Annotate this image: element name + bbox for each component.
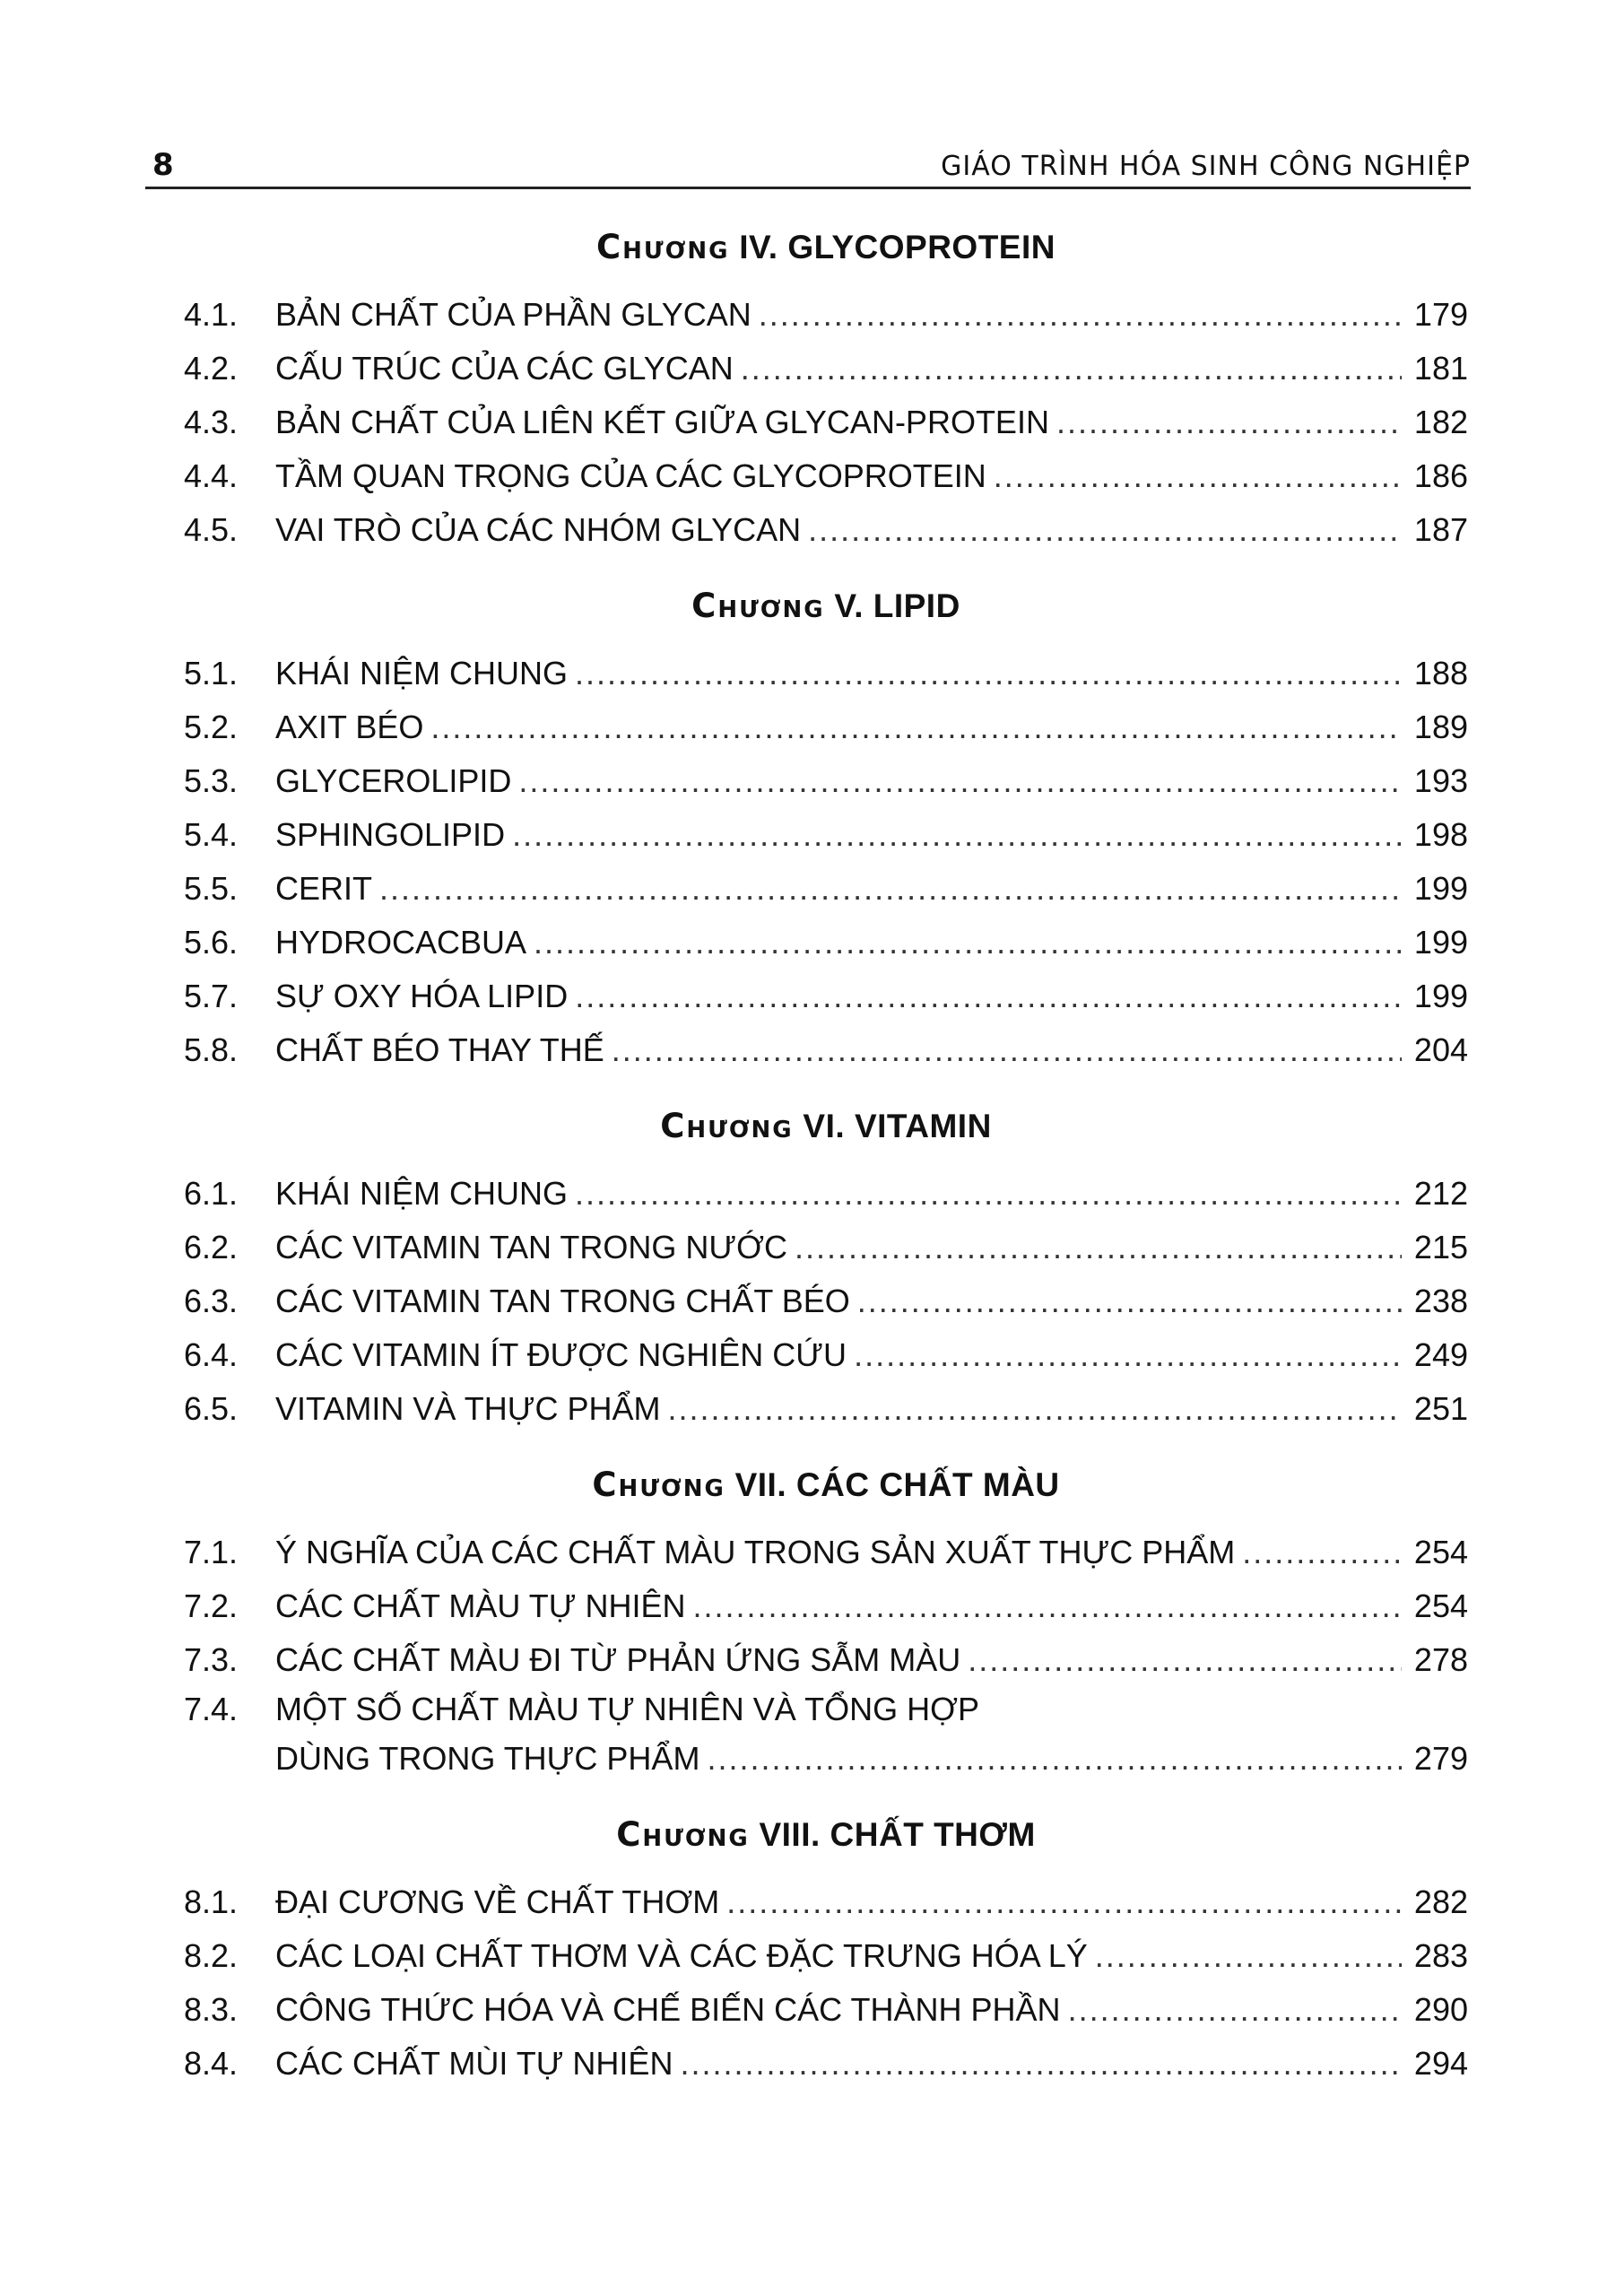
section-title: Ý NGHĨA CỦA CÁC CHẤT MÀU TRONG SẢN XUẤT THỰC PHẨM [275, 1534, 1236, 1570]
leader-dots [518, 754, 1402, 808]
page-ref: 181 [1413, 350, 1468, 387]
chapter-prefix: Chương [616, 1815, 750, 1854]
section-number: 5.1. [184, 655, 239, 691]
leader-dots [854, 1328, 1402, 1382]
toc-entry[interactable] [184, 1929, 1468, 1983]
section-number: 8.4. [184, 2045, 239, 2082]
toc-entry[interactable] [184, 1875, 1468, 1929]
toc-entry[interactable] [184, 808, 1468, 862]
page-ref: 193 [1413, 762, 1468, 799]
section-title: KHÁI NIỆM CHUNG [275, 1175, 569, 1212]
page-ref: 251 [1413, 1390, 1468, 1427]
leader-dots [680, 2037, 1402, 2091]
page-ref: 278 [1413, 1641, 1468, 1678]
page-ref: 290 [1413, 1991, 1468, 2028]
chapter-5 [184, 578, 1468, 1077]
toc-entry[interactable] [184, 1633, 1468, 1687]
chapter-name: IV. GLYCOPROTEIN [739, 229, 1056, 265]
toc-entry[interactable] [184, 862, 1468, 916]
toc-entry[interactable] [184, 970, 1468, 1023]
section-number: 6.2. [184, 1229, 239, 1265]
chapter-name: V. LIPID [834, 587, 960, 624]
chapter-title [184, 220, 1468, 275]
section-title: HYDROCACBUA [275, 924, 527, 961]
section-title: CÁC CHẤT MÀU TỰ NHIÊN [275, 1587, 686, 1624]
toc-entry[interactable] [184, 503, 1468, 557]
toc-entry[interactable] [184, 1221, 1468, 1274]
section-number: 5.7. [184, 978, 239, 1014]
leader-dots [692, 1579, 1402, 1633]
chapter-prefix: Chương [592, 1465, 725, 1504]
toc-entry[interactable] [184, 1328, 1468, 1382]
leader-dots [512, 808, 1402, 862]
page-ref: 212 [1413, 1175, 1468, 1212]
section-title: CERIT [275, 870, 372, 907]
section-title: BẢN CHẤT CỦA LIÊN KẾT GIỮA GLYCAN-PROTEIN [275, 404, 1049, 440]
section-number: 4.5. [184, 511, 239, 548]
leader-dots [575, 970, 1402, 1023]
section-number: 7.4. [184, 1691, 239, 1727]
section-number: 5.3. [184, 762, 239, 799]
page-ref: 199 [1413, 978, 1468, 1014]
toc-entry[interactable] [184, 1274, 1468, 1328]
toc-entry[interactable] [184, 342, 1468, 396]
section-title: SỰ OXY HÓA LIPID [275, 978, 569, 1014]
toc-entry[interactable] [184, 1579, 1468, 1633]
section-number: 5.2. [184, 709, 239, 745]
section-number: 4.2. [184, 350, 239, 387]
leader-dots [1056, 396, 1402, 449]
chapter-name: VIII. CHẤT THƠM [759, 1816, 1036, 1853]
section-number: 7.1. [184, 1534, 239, 1570]
leader-dots [741, 342, 1402, 396]
page-ref: 199 [1413, 870, 1468, 907]
section-title: ĐẠI CƯƠNG VỀ CHẤT THƠM [275, 1883, 720, 1920]
page-ref: 188 [1413, 655, 1468, 691]
chapter-title [184, 1807, 1468, 1863]
page-number: 8 [152, 147, 175, 183]
page-ref: 215 [1413, 1229, 1468, 1265]
section-number: 4.4. [184, 457, 239, 494]
leader-dots [726, 1875, 1402, 1929]
leader-dots [379, 862, 1402, 916]
leader-dots [667, 1382, 1402, 1436]
page-ref: 279 [1413, 1740, 1468, 1777]
section-number: 4.1. [184, 296, 239, 333]
page-ref: 204 [1413, 1031, 1468, 1068]
page-ref: 199 [1413, 924, 1468, 961]
page-ref: 186 [1413, 457, 1468, 494]
toc-entry[interactable] [184, 288, 1468, 342]
section-number: 4.3. [184, 404, 239, 440]
page-header [145, 144, 1471, 189]
toc-entry[interactable] [184, 1983, 1468, 2037]
toc-entry[interactable] [184, 1382, 1468, 1436]
leader-dots [1242, 1526, 1402, 1579]
section-title: VAI TRÒ CỦA CÁC NHÓM GLYCAN [275, 511, 802, 548]
page-ref: 182 [1413, 404, 1468, 440]
page-ref: 198 [1413, 816, 1468, 853]
leader-dots [430, 700, 1402, 754]
toc-entry[interactable] [184, 1167, 1468, 1221]
leader-dots [759, 288, 1402, 342]
toc-entry[interactable] [184, 449, 1468, 503]
leader-dots [994, 449, 1402, 503]
chapter-7 [184, 1457, 1468, 1786]
page-ref: 254 [1413, 1587, 1468, 1624]
toc-entry[interactable] [184, 754, 1468, 808]
chapter-6 [184, 1099, 1468, 1436]
section-title: CÔNG THỨC HÓA VÀ CHẾ BIẾN CÁC THÀNH PHẦN [275, 1991, 1061, 2028]
leader-dots [534, 916, 1402, 970]
section-title: CÁC CHẤT MÀU ĐI TỪ PHẢN ỨNG SẪM MÀU [275, 1641, 961, 1678]
page-ref: 283 [1413, 1937, 1468, 1974]
section-title: CÁC VITAMIN TAN TRONG NƯỚC [275, 1229, 787, 1265]
toc-entry[interactable] [184, 396, 1468, 449]
section-title: CÁC LOẠI CHẤT THƠM VÀ CÁC ĐẶC TRƯNG HÓA LÝ [275, 1937, 1088, 1974]
leader-dots [795, 1221, 1402, 1274]
page-ref: 282 [1413, 1883, 1468, 1920]
leader-dots [575, 1167, 1402, 1221]
chapter-prefix: Chương [691, 587, 825, 625]
section-number: 5.5. [184, 870, 239, 907]
page-ref: 254 [1413, 1534, 1468, 1570]
section-title: BẢN CHẤT CỦA PHẦN GLYCAN [275, 296, 752, 333]
chapter-title [184, 1457, 1468, 1513]
chapter-title [184, 1099, 1468, 1154]
toc-entry[interactable] [184, 700, 1468, 754]
table-of-contents [184, 220, 1468, 2112]
section-number: 7.2. [184, 1587, 239, 1624]
section-number: 6.1. [184, 1175, 239, 1212]
section-number: 6.3. [184, 1283, 239, 1319]
page-ref: 238 [1413, 1283, 1468, 1319]
chapter-name: VI. VITAMIN [803, 1108, 992, 1144]
section-title: CÁC VITAMIN TAN TRONG CHẤT BÉO [275, 1283, 850, 1319]
section-number: 7.3. [184, 1641, 239, 1678]
leader-dots [612, 1023, 1402, 1077]
section-title: CÁC CHẤT MÙI TỰ NHIÊN [275, 2045, 673, 2082]
page-ref: 179 [1413, 296, 1468, 333]
chapter-8 [184, 1807, 1468, 2091]
section-number: 5.6. [184, 924, 239, 961]
section-title: GLYCEROLIPID [275, 762, 512, 799]
chapter-name: VII. CÁC CHẤT MÀU [734, 1466, 1060, 1503]
section-number: 6.5. [184, 1390, 239, 1427]
chapter-4 [184, 220, 1468, 557]
section-number: 5.8. [184, 1031, 239, 1068]
section-title: KHÁI NIỆM CHUNG [275, 655, 569, 691]
toc-entry[interactable] [184, 2037, 1468, 2091]
leader-dots [575, 647, 1402, 700]
page-ref: 187 [1413, 511, 1468, 548]
toc-entry[interactable] [184, 1023, 1468, 1077]
book-title: GIÁO TRÌNH HÓA SINH CÔNG NGHIỆP [941, 151, 1471, 182]
chapter-prefix: Chương [660, 1107, 794, 1145]
page-ref: 294 [1413, 2045, 1468, 2082]
section-title: TẦM QUAN TRỌNG CỦA CÁC GLYCOPROTEIN [275, 457, 986, 494]
section-number: 8.2. [184, 1937, 239, 1974]
section-title: AXIT BÉO [275, 709, 424, 745]
section-title: CÁC VITAMIN ÍT ĐƯỢC NGHIÊN CỨU [275, 1336, 847, 1373]
section-title: VITAMIN VÀ THỰC PHẨM [275, 1390, 661, 1427]
leader-dots [1095, 1929, 1402, 1983]
leader-dots [968, 1633, 1402, 1687]
section-number: 6.4. [184, 1336, 239, 1373]
section-number: 8.1. [184, 1883, 239, 1920]
chapter-prefix: Chương [596, 228, 730, 266]
toc-entry[interactable] [184, 916, 1468, 970]
section-title: CHẤT BÉO THAY THẾ [275, 1031, 604, 1068]
toc-entry[interactable] [184, 1687, 1468, 1786]
chapter-title [184, 578, 1468, 634]
section-title-continued: DÙNG TRONG THỰC PHẨM [275, 1740, 700, 1777]
leader-dots [707, 1732, 1402, 1786]
section-title: MỘT SỐ CHẤT MÀU TỰ NHIÊN VÀ TỔNG HỢP [275, 1691, 980, 1727]
toc-entry[interactable] [184, 647, 1468, 700]
section-title: SPHINGOLIPID [275, 816, 506, 853]
leader-dots [857, 1274, 1402, 1328]
page-ref: 189 [1413, 709, 1468, 745]
page-ref: 249 [1413, 1336, 1468, 1373]
leader-dots [808, 503, 1402, 557]
section-number: 5.4. [184, 816, 239, 853]
leader-dots [1068, 1983, 1402, 2037]
toc-entry[interactable] [184, 1526, 1468, 1579]
section-title: CẤU TRÚC CỦA CÁC GLYCAN [275, 350, 734, 387]
section-number: 8.3. [184, 1991, 239, 2028]
